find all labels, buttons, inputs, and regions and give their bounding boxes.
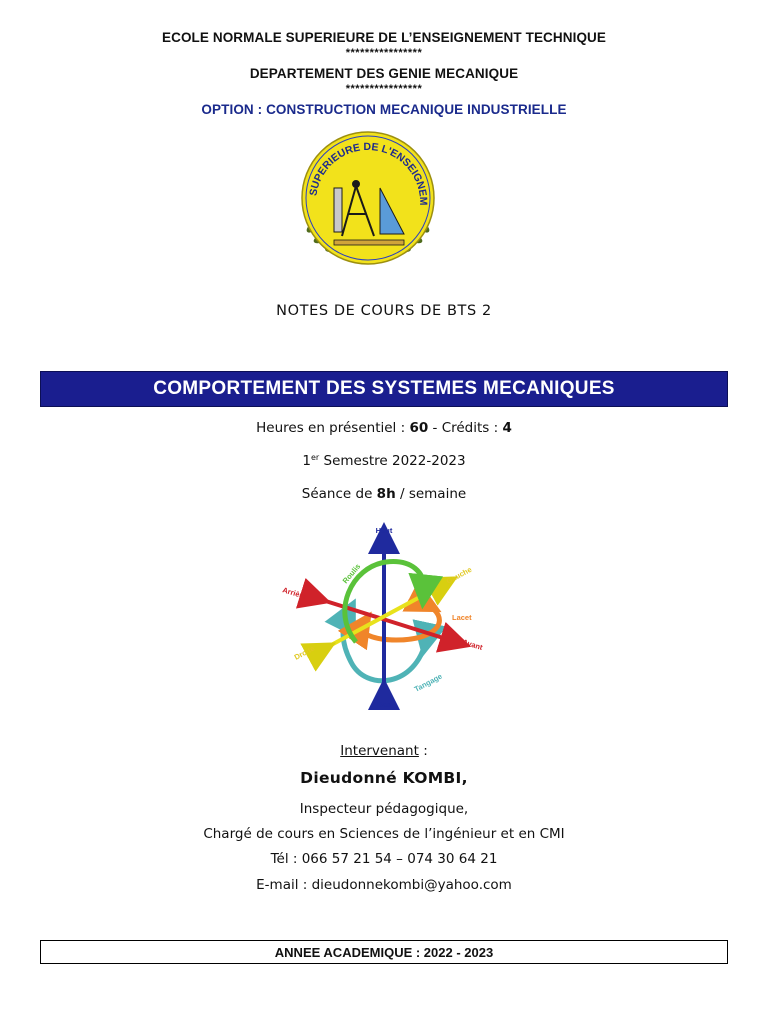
course-title-banner [40, 371, 728, 407]
session-hours: 8h [376, 486, 396, 502]
instructor-phone: Tél : 066 57 21 54 – 074 30 64 21 [270, 851, 498, 867]
instructor-label-line [0, 743, 768, 759]
semester-line [0, 453, 768, 469]
instructor-duties: Chargé de cours en Sciences de l’ingénieur et en CMI [203, 826, 565, 842]
semester-number: 1 [302, 453, 311, 469]
session-line [0, 486, 768, 502]
instructor-email: E-mail : dieudonnekombi@yahoo.com [256, 877, 512, 893]
motion-axes-diagram [276, 522, 492, 710]
header-separator: **************** [345, 47, 423, 59]
svg-text:ECOLE NORMALE SUPERIEURE DE L': SUPERIEURE DE L'ENSEIGNEM [307, 140, 430, 206]
label-top: Haut [375, 526, 393, 535]
course-title: COMPORTEMENT DES SYSTEMES MECANIQUES [153, 378, 615, 399]
header-separator: **************** [345, 83, 423, 95]
academic-year: ANNEE ACADEMIQUE : 2022 - 2023 [274, 944, 494, 960]
credits-value: 4 [502, 420, 512, 436]
label-roll: Roulis [340, 561, 363, 586]
label-pitch: Tangage [412, 671, 444, 694]
hours-value: 60 [409, 420, 429, 436]
school-name: ECOLE NORMALE SUPERIEURE DE L’ENSEIGNEMENT TECHNIQUE [162, 30, 606, 45]
academic-year-box [40, 940, 728, 964]
session-label: Séance de [301, 486, 377, 502]
instructor-label-suffix: : [418, 743, 428, 759]
credits-label: - Crédits : [428, 420, 503, 436]
semester-ordinal: er [310, 453, 320, 462]
label-back: Arrière [281, 585, 308, 602]
instructor-label: Intervenant [340, 743, 419, 759]
label-right: Droite [292, 643, 317, 662]
department-name: DEPARTEMENT DES GENIE MECANIQUE [249, 66, 519, 81]
session-suffix: / semaine [395, 486, 467, 502]
label-left: Gauche [444, 564, 474, 586]
instructor-name: Dieudonné KOMBI, [300, 769, 468, 787]
label-front: Avant [461, 637, 484, 652]
label-yaw: Lacet [452, 613, 472, 622]
school-logo [294, 126, 442, 274]
option-name: OPTION : CONSTRUCTION MECANIQUE INDUSTRIELLE [201, 102, 567, 117]
hours-credits-line [0, 420, 768, 436]
instructor-role: Inspecteur pédagogique, [299, 801, 469, 817]
course-notes-subtitle: NOTES DE COURS DE BTS 2 [276, 303, 492, 319]
semester-text: Semestre 2022-2023 [319, 453, 466, 469]
label-bottom: Bas [377, 700, 391, 709]
hours-label: Heures en présentiel : [256, 420, 410, 436]
school-seal-icon [294, 126, 442, 274]
